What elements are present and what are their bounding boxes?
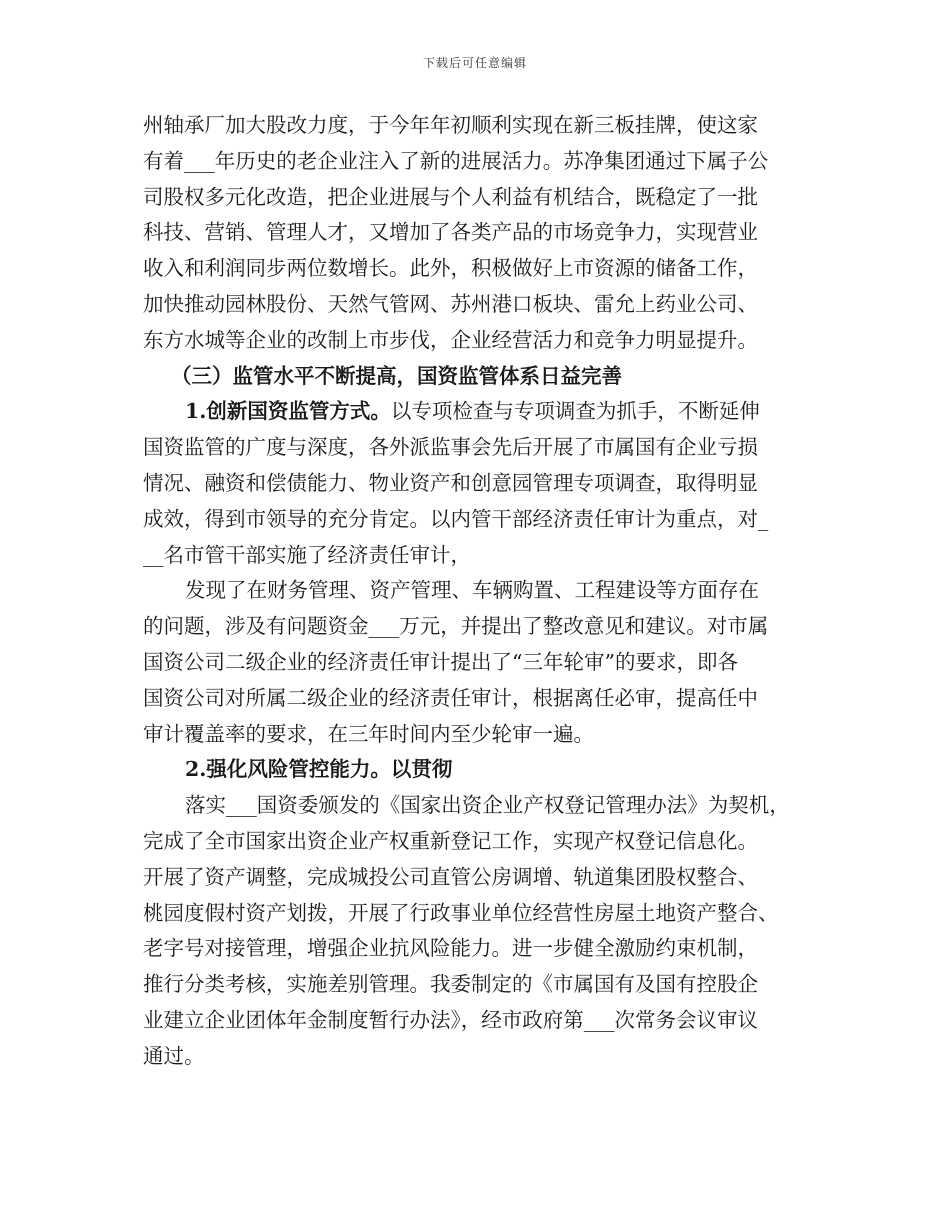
item-1-first-line (143, 394, 823, 430)
text-line: __名市管干部实施了经济责任审计， (143, 542, 471, 567)
text-line: 推行分类考核，实施差别管理。我委制定的《市属国有及国有控股企 (143, 972, 758, 997)
text-line: 老字号对接管理，增强企业抗风险能力。进一步健全激励约束机制， (143, 936, 758, 961)
item-1-first-rest: 以专项检查与专项调查为抓手，不断延伸 (390, 399, 760, 424)
text-line: 桃园度假村资产划拨，开展了行政事业单位经营性房屋土地资产整合、 (143, 900, 779, 925)
text-line: 科技、营销、管理人才，又增加了各类产品的市场竞争力，实现营业 (143, 220, 758, 245)
text-line: 东方水城等企业的改制上市步伐，企业经营活力和竞争力明显提升。 (143, 327, 758, 352)
text-line: 通过。 (143, 1043, 205, 1068)
text-line: 国资公司二级企业的经济责任审计提出了“三年轮审”的要求，即各 (143, 649, 738, 674)
text-line: 有着___年历史的老企业注入了新的进展活力。苏净集团通过下属子公 (143, 148, 769, 173)
text-line: 落实___国资委颁发的《国家出资企业产权登记管理办法》为契机， (185, 793, 790, 818)
text-line: 审计覆盖率的要求，在三年时间内至少轮审一遍。 (143, 721, 594, 746)
text-line: 发现了在财务管理、资产管理、车辆购置、工程建设等方面存在 (185, 578, 759, 603)
item-1-title: 1.创新国资监管方式。 (185, 399, 391, 424)
text-line: 收入和利润同步两位数增长。此外，积极做好上市资源的储备工作， (143, 256, 758, 281)
paragraph-audit (143, 573, 823, 752)
paragraph-continuation (143, 108, 823, 359)
document-body (143, 108, 823, 1075)
text-line: 国资监管的广度与深度，各外派监事会先后开展了市属国有企业亏损 (143, 435, 758, 460)
header-note: 下载后可任意编辑 (422, 56, 527, 70)
item-2-title: 2.强化风险管控能力。以贯彻 (185, 757, 453, 782)
text-line: 情况、融资和偿债能力、物业资产和创意园管理专项调查，取得明显 (143, 470, 758, 495)
text-line: 成效，得到市领导的充分肯定。以内管干部经济责任审计为重点，对_ (143, 506, 769, 531)
item-1-paragraph (143, 394, 823, 573)
text-line: 开展了资产调整，完成城投公司直管公房调增、轨道集团股权整合、 (143, 864, 758, 889)
section-heading: （三）监管水平不断提高，国资监管体系日益完善 (171, 363, 622, 388)
text-line: 司股权多元化改造，把企业进展与个人利益有机结合，既稳定了一批 (143, 184, 758, 209)
text-line: 完成了全市国家出资企业产权重新登记工作，实现产权登记信息化。 (143, 828, 758, 853)
text-line: 州轴承厂加大股改力度，于今年年初顺利实现在新三板挂牌，使这家 (143, 113, 758, 137)
text-line: 的问题，涉及有问题资金___万元，并提出了整改意见和建议。对市属 (143, 614, 769, 639)
text-line: 加快推动园林股份、天然气管网、苏州港口板块、雷允上药业公司、 (143, 291, 758, 316)
paragraph-risk-control (143, 788, 823, 1074)
text-line: 国资公司对所属二级企业的经济责任审计，根据离任必审，提高任中 (143, 685, 758, 710)
text-line: 业建立企业团体年金制度暂行办法》，经市政府第___次常务会议审议 (143, 1007, 758, 1032)
